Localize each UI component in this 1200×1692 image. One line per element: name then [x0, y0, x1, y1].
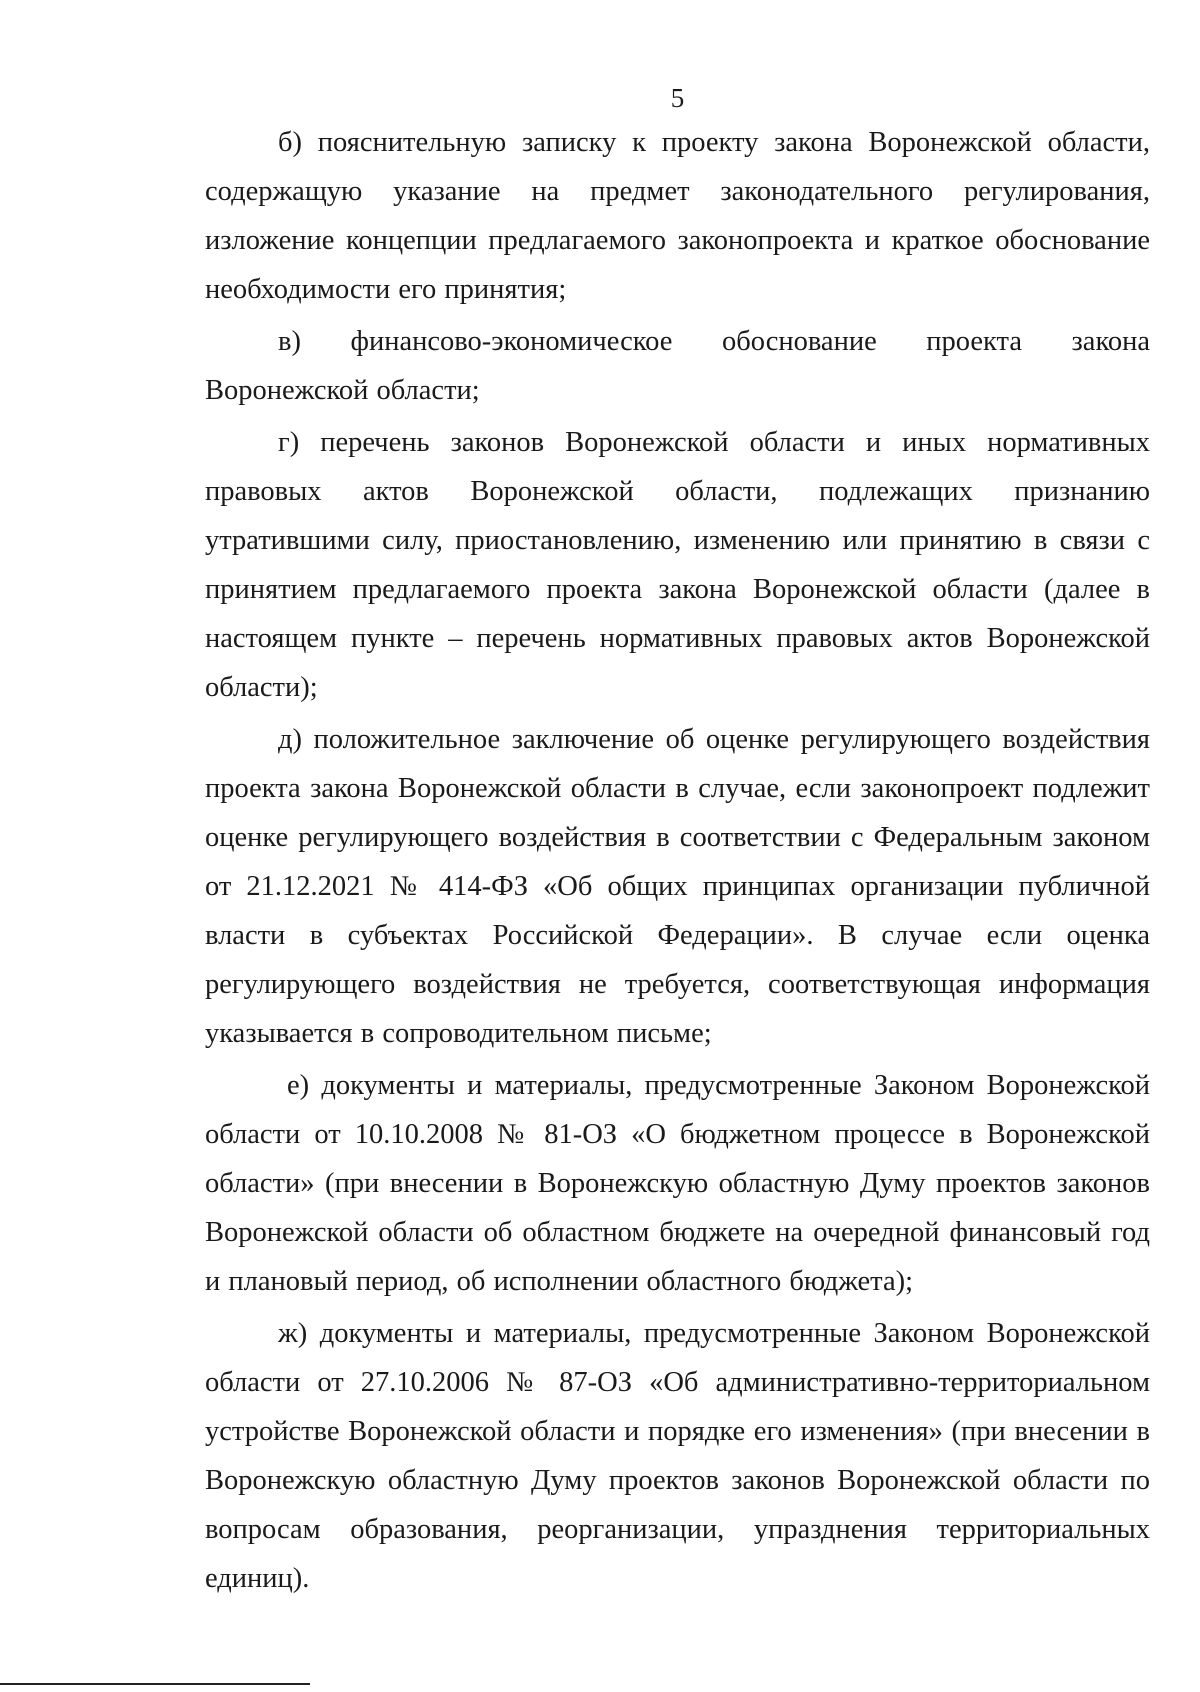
paragraph-zh-territorial-documents: ж) документы и материалы, предусмотренные Законом Воронежской области от 27.10.2006 № 87-ОЗ «Об административно-территориальном устройстве Воронежской области и порядке его изменения» (при внесении в Воронежскую областную Думу проектов законов Воронежской области по вопросам образования, реорганизации, упразднения территориальных единиц). — [205, 1318, 1150, 1594]
paragraph-b-explanatory-note: б) пояснительную записку к проекту закона Воронежской области, содержащую указание на предмет законодательного регулирования, изложение концепции предлагаемого законопроекта и краткое обоснование необходимости его принятия; — [205, 127, 1150, 305]
paragraph-e-budget-documents: е) документы и материалы, предусмотренные Законом Воронежской области от 10.10.2008 № 81-ОЗ «О бюджетном процессе в Воронежской области» (при внесении в Воронежскую областную Думу проектов законов Воронежской области об областном бюджете на очередной финансовый год и плановый период, об исполнении областного бюджета); — [205, 1070, 1150, 1297]
bottom-rule-divider — [0, 1683, 310, 1685]
document-body — [205, 118, 1150, 1606]
paragraph-d-regulatory-impact: д) положительное заключение об оценке регулирующего воздействия проекта закона Воронежской области в случае, если законопроект подлежит оценке регулирующего воздействия в соответствии с Федеральным законом от 21.12.2021 № 414-ФЗ «Об общих принципах организации публичной власти в субъектах Российской Федерации». В случае если оценка регулирующего воздействия не требуется, соответствующая информация указывается в сопроводительном письме; — [205, 724, 1150, 1049]
page-number: 5 — [670, 83, 685, 113]
paragraph-g-list-of-laws: г) перечень законов Воронежской области и иных нормативных правовых актов Воронежской области, подлежащих признанию утратившими силу, приостановлению, изменению или принятию в связи с принятием предлагаемого проекта закона Воронежской области (далее в настоящем пункте – перечень нормативных правовых актов Воронежской области); — [205, 427, 1150, 703]
paragraph-v-financial-justification: в) финансово-экономическое обоснование проекта закона Воронежской области; — [205, 326, 1150, 406]
